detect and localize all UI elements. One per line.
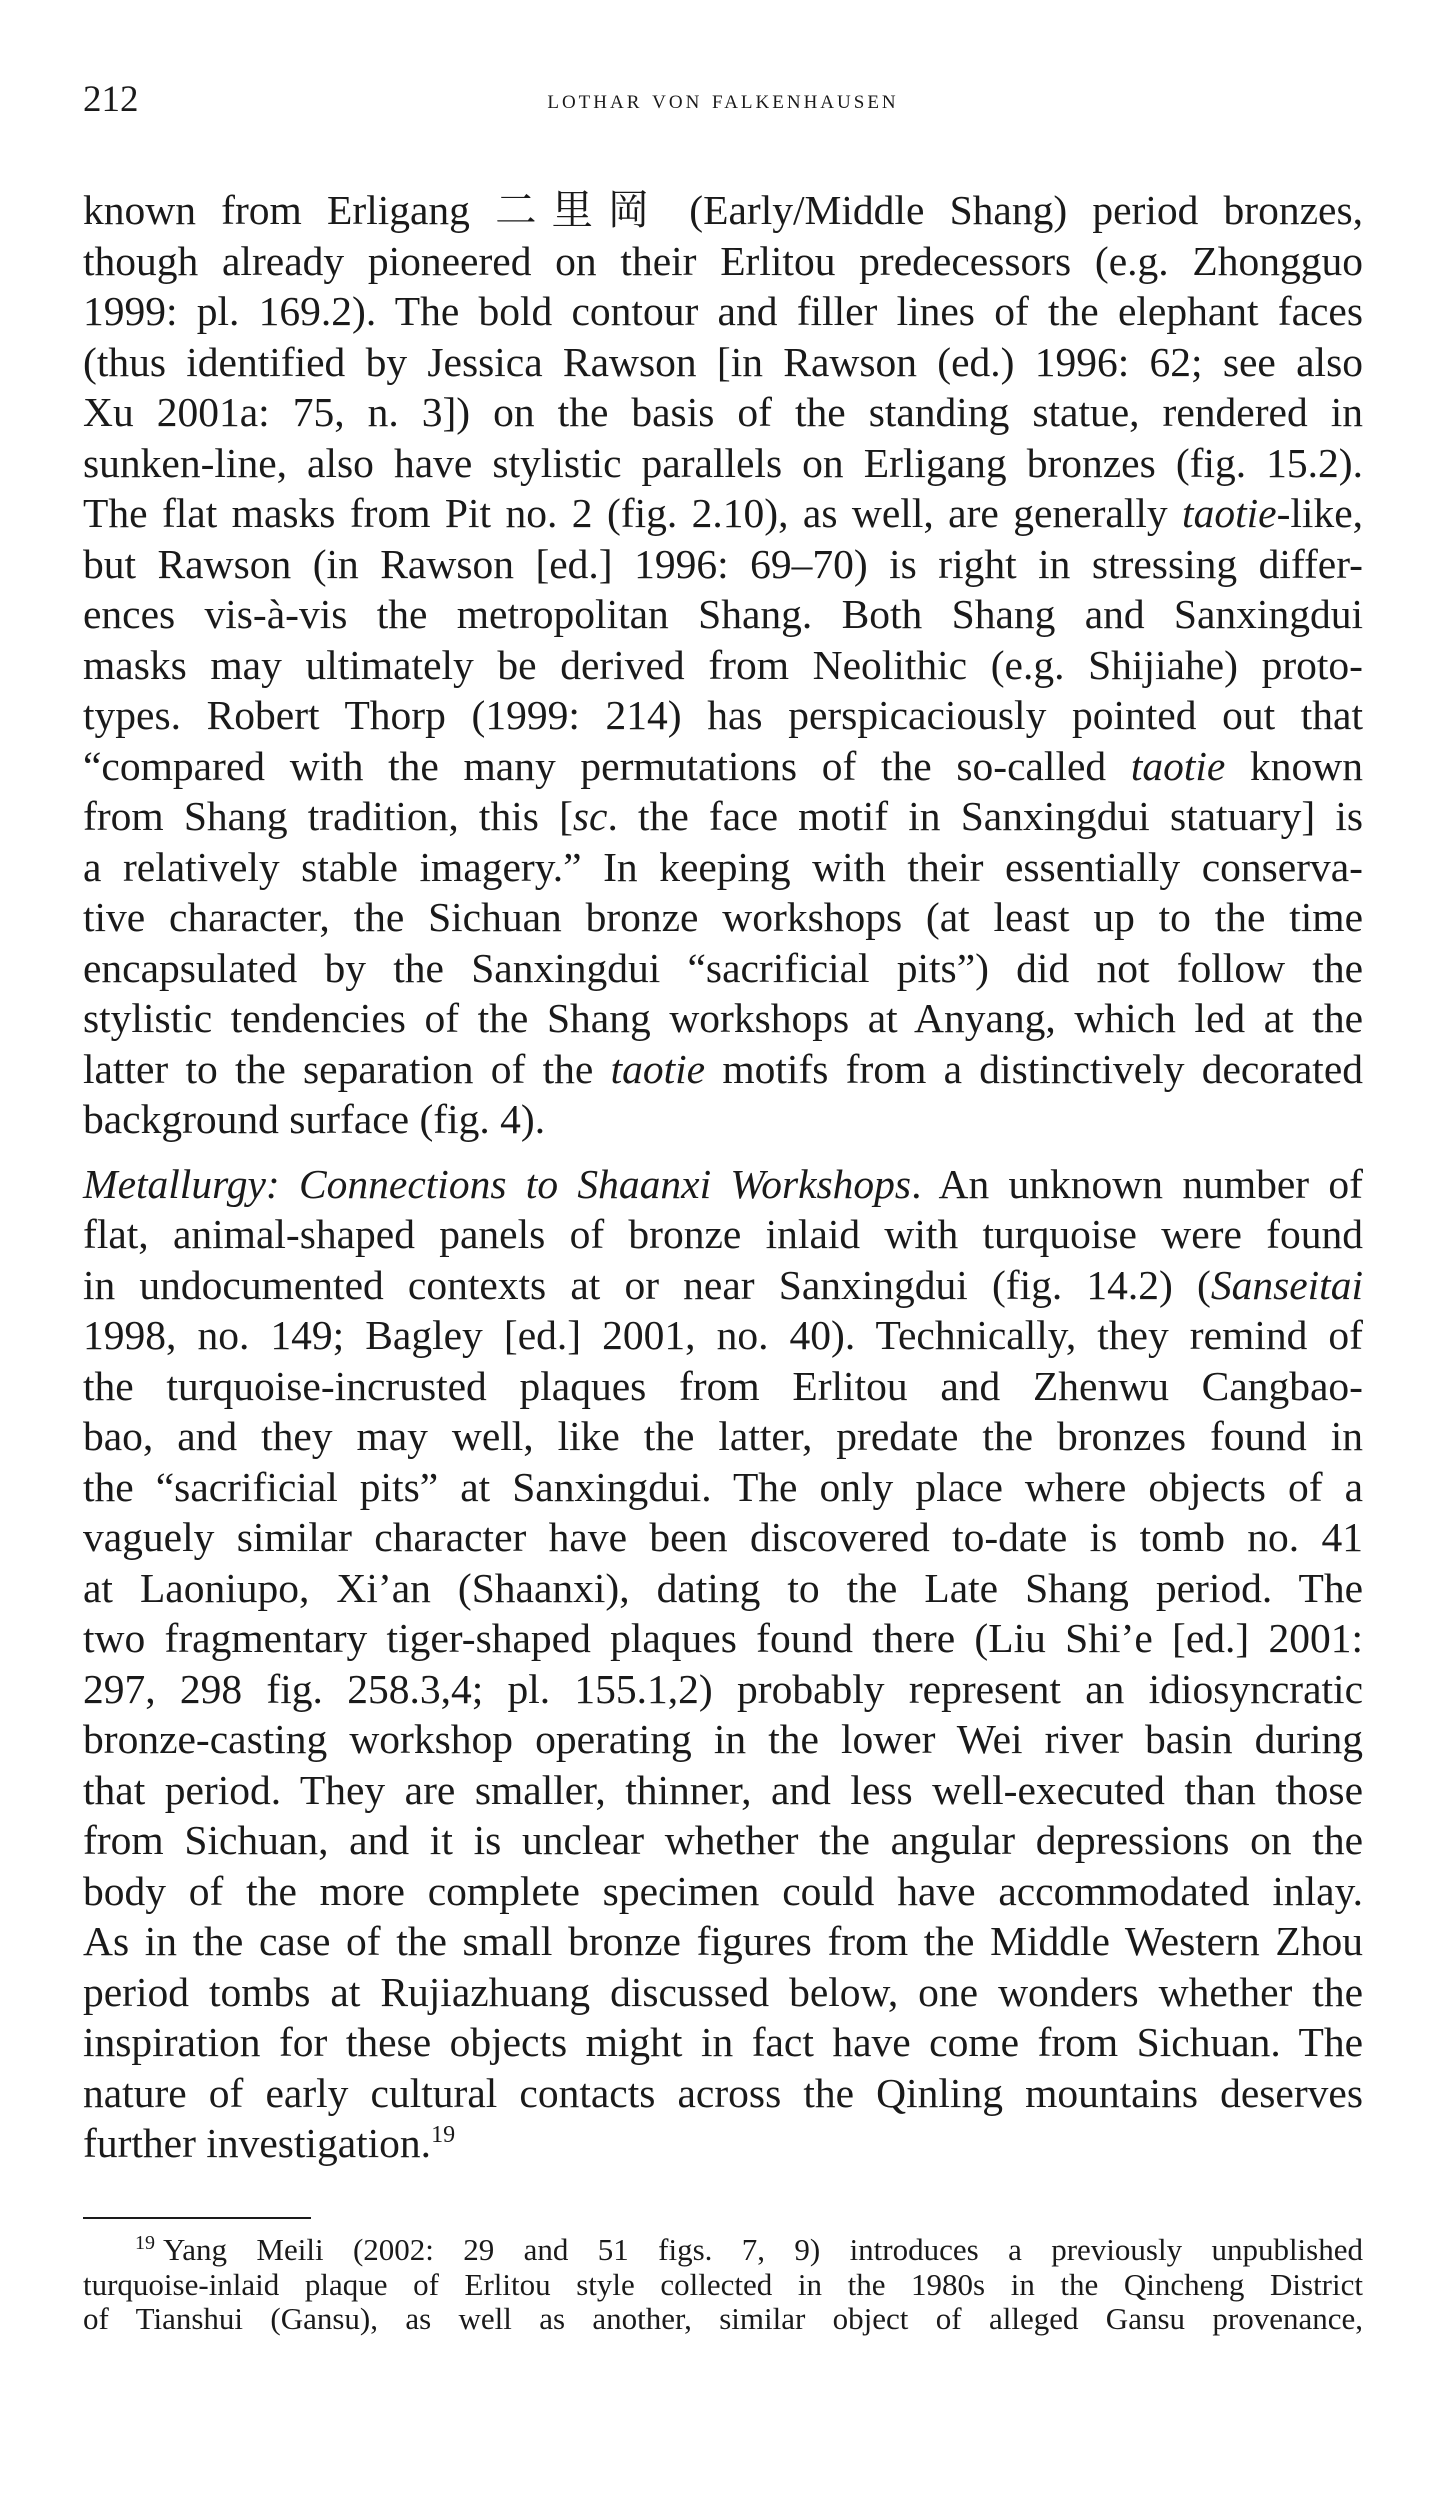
text-line xyxy=(83,1094,1363,1145)
footnote-text: of Tianshui (Gansu), as well as another, similar object of alleged Gansu provenance, xyxy=(83,2301,1363,2336)
text-run: from Sichuan, and it is unclear whether the angular depressions on the xyxy=(83,1817,1363,1863)
text-line xyxy=(83,1765,1363,1816)
text-run: the turquoise-incrusted plaques from Erlitou and Zhenwu Cangbao- xyxy=(83,1362,1363,1409)
text-line xyxy=(83,2068,1363,2119)
italic-text: Metallurgy: Connections to Shaanxi Workshops xyxy=(83,1160,912,1207)
text-line xyxy=(83,1209,1363,1260)
text-run: “compared with the many permutations of the so-called xyxy=(83,742,1131,789)
page-number: 212 xyxy=(83,79,139,120)
text-line xyxy=(83,387,1363,438)
text-run: ences vis-à-vis the metropolitan Shang. Both Shang and Sanxingdui xyxy=(83,591,1363,637)
text-line xyxy=(83,1411,1363,1462)
text-run: from Shang tradition, this [ xyxy=(83,793,573,839)
text-run: in undocumented contexts at or near Sanxingdui (fig. 14.2) ( xyxy=(83,1261,1211,1308)
text-run: 1998, no. 149; Bagley [ed.] 2001, no. 40). Technically, they remind of xyxy=(83,1312,1363,1358)
italic-text: taotie xyxy=(1182,490,1277,536)
text-run: (thus identified by Jessica Rawson [in Rawson (ed.) 1996: 62; see also xyxy=(83,338,1363,385)
paragraph-2 xyxy=(83,1159,1363,2169)
text-line xyxy=(83,337,1363,388)
text-line xyxy=(83,791,1363,842)
text-run: at Laoniupo, Xi’an (Shaanxi), dating to the Late Shang period. The xyxy=(83,1564,1363,1611)
body-text xyxy=(83,185,1363,2169)
text-line xyxy=(83,488,1363,539)
footnote-text: Yang Meili (2002: 29 and 51 figs. 7, 9) introduces a previously unpublished xyxy=(163,2232,1363,2267)
text-run: . An unknown number of xyxy=(911,1160,1363,1207)
text-run: As in the case of the small bronze figures from the Middle Western Zhou xyxy=(83,1918,1363,1964)
text-line xyxy=(83,1664,1363,1715)
italic-text: sc xyxy=(572,793,608,839)
text-line xyxy=(83,1462,1363,1513)
text-run: vaguely similar character have been discovered to-date is tomb no. 41 xyxy=(83,1514,1363,1560)
footnote-rule xyxy=(83,2217,311,2219)
text-line xyxy=(83,1361,1363,1412)
text-line xyxy=(83,539,1363,590)
running-title: lothar von falkenhausen xyxy=(547,84,899,114)
paragraph-1 xyxy=(83,185,1363,1145)
footnote-line xyxy=(83,2302,1363,2337)
text-run: inspiration for these objects might in fact have come from Sichuan. The xyxy=(83,2019,1363,2065)
text-run: types. Robert Thorp (1999: 214) has perspicaciously pointed out that xyxy=(83,692,1363,738)
text-run: flat, animal-shaped panels of bronze inlaid with turquoise were found xyxy=(83,1211,1363,1257)
text-run: 1999: pl. 169.2). The bold contour and filler lines of the elephant faces xyxy=(83,288,1363,334)
text-run: known from Erligang 二里岡 (Early/Middle Shang) period bronzes, xyxy=(83,187,1363,233)
text-line xyxy=(83,1613,1363,1664)
footnote-line xyxy=(83,2233,1363,2268)
footnote-number: 19 xyxy=(135,2231,155,2254)
text-run: -like, xyxy=(1276,490,1363,536)
text-line xyxy=(83,943,1363,994)
text-line xyxy=(83,1815,1363,1866)
text-line xyxy=(83,741,1363,792)
text-line xyxy=(83,185,1363,236)
text-line xyxy=(83,1563,1363,1614)
text-run: stylistic tendencies of the Shang workshops at Anyang, which led at the xyxy=(83,995,1363,1041)
text-run: bronze-casting workshop operating in the lower Wei river basin during xyxy=(83,1716,1363,1762)
text-line xyxy=(83,2118,1363,2169)
text-run: The flat masks from Pit no. 2 (fig. 2.10), as well, are generally xyxy=(83,490,1183,536)
text-run: sunken-line, also have stylistic parallels on Erligang bronzes (fig. 15.2). xyxy=(83,439,1363,486)
footnote xyxy=(83,2233,1363,2337)
italic-text: Sanseitai xyxy=(1210,1261,1363,1308)
text-run: two fragmentary tiger-shaped plaques found there (Liu Shi’e [ed.] 2001: xyxy=(83,1615,1363,1661)
text-line xyxy=(83,993,1363,1044)
text-line xyxy=(83,892,1363,943)
text-line xyxy=(83,1866,1363,1917)
text-line xyxy=(83,640,1363,691)
text-run: latter to the separation of the xyxy=(83,1045,611,1092)
text-run: further investigation. xyxy=(83,2120,432,2166)
text-run: motifs from a distinctively decorated xyxy=(705,1045,1363,1092)
text-line xyxy=(83,236,1363,287)
text-run: period tombs at Rujiazhuang discussed below, one wonders whether the xyxy=(83,1968,1363,2015)
footnote-line xyxy=(83,2268,1363,2303)
text-run: a relatively stable imagery.” In keeping with their essentially conserva- xyxy=(83,843,1363,890)
text-run: though already pioneered on their Erlitou predecessors (e.g. Zhongguo xyxy=(83,237,1363,284)
text-run: Xu 2001a: 75, n. 3]) on the basis of the standing statue, rendered in xyxy=(83,389,1363,435)
text-run: 297, 298 fig. 258.3,4; pl. 155.1,2) probably represent an idiosyncratic xyxy=(83,1665,1363,1712)
text-run: known xyxy=(1225,742,1363,789)
text-run: that period. They are smaller, thinner, and less well-executed than those xyxy=(83,1766,1363,1813)
text-line xyxy=(83,1512,1363,1563)
running-head xyxy=(83,70,1363,130)
text-line xyxy=(83,690,1363,741)
text-line xyxy=(83,1044,1363,1095)
text-run: bao, and they may well, like the latter, predate the bronzes found in xyxy=(83,1413,1363,1459)
text-run: tive character, the Sichuan bronze workshops (at least up to the time xyxy=(83,894,1363,940)
text-line xyxy=(83,589,1363,640)
text-run: encapsulated by the Sanxingdui “sacrificial pits”) did not follow the xyxy=(83,944,1363,991)
text-line xyxy=(83,286,1363,337)
text-run: the “sacrificial pits” at Sanxingdui. The only place where objects of a xyxy=(83,1463,1363,1510)
footnote-text: turquoise-inlaid plaque of Erlitou style collected in the 1980s in the Qincheng District xyxy=(83,2266,1363,2302)
text-line xyxy=(83,842,1363,893)
text-run: nature of early cultural contacts across the Qinling mountains deserves xyxy=(83,2069,1363,2116)
text-run: masks may ultimately be derived from Neolithic (e.g. Shijiahe) proto- xyxy=(83,641,1363,688)
text-line xyxy=(83,1159,1363,1210)
text-run: body of the more complete specimen could have accommodated inlay. xyxy=(83,1867,1363,1914)
text-line xyxy=(83,2017,1363,2068)
text-run: background surface (fig. 4). xyxy=(83,1096,546,1142)
text-line xyxy=(83,1916,1363,1967)
footnote-reference[interactable]: 19 xyxy=(431,2122,456,2149)
page xyxy=(83,70,1363,2169)
text-line xyxy=(83,1967,1363,2018)
text-run: . the face motif in Sanxingdui statuary] is xyxy=(607,793,1364,839)
text-line xyxy=(83,1260,1363,1311)
italic-text: taotie xyxy=(610,1045,706,1092)
italic-text: taotie xyxy=(1130,742,1226,789)
text-line xyxy=(83,1310,1363,1361)
text-line xyxy=(83,438,1363,489)
text-run: but Rawson (in Rawson [ed.] 1996: 69–70) is right in stressing differ- xyxy=(83,540,1363,587)
text-line xyxy=(83,1714,1363,1765)
